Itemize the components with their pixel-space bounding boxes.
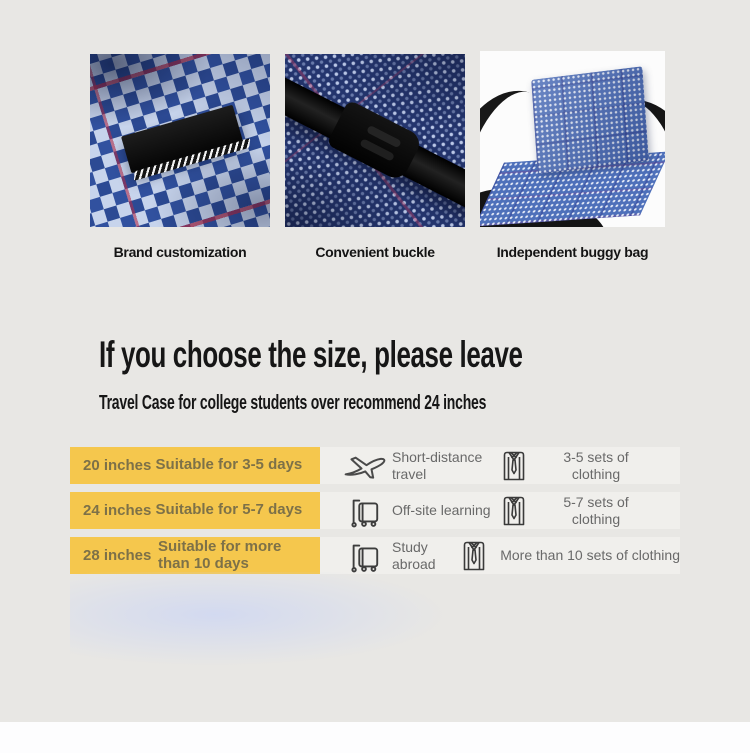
size-label: 20 inches bbox=[83, 457, 152, 474]
size-guide-table bbox=[70, 447, 680, 582]
clothing-label: 5-7 sets of clothing bbox=[563, 494, 629, 527]
table-row bbox=[70, 537, 680, 574]
airplane-icon bbox=[340, 449, 388, 483]
gallery-caption: Brand customization bbox=[113, 244, 247, 260]
gallery-caption: Convenient buckle bbox=[315, 244, 435, 260]
duration-label: Suitable for 5-7 days bbox=[155, 501, 303, 519]
size-highlight-cell bbox=[70, 447, 320, 484]
trolley-case-icon bbox=[340, 494, 388, 528]
size-label: 28 inches bbox=[83, 547, 152, 564]
trolley-case-icon bbox=[340, 539, 388, 573]
buggy-bag-photo bbox=[480, 51, 665, 227]
clothing-label: More than 10 sets of clothing bbox=[500, 547, 680, 564]
duration-label: Suitable for more than 10 days bbox=[158, 538, 282, 572]
usage-cell bbox=[320, 537, 680, 574]
shirt-icon bbox=[502, 495, 526, 527]
size-highlight-cell bbox=[70, 537, 320, 574]
duration-label: Suitable for 3-5 days bbox=[155, 456, 303, 474]
shirt-icon bbox=[462, 540, 486, 572]
clothing-label: 3-5 sets of clothing bbox=[563, 449, 629, 482]
page-subtitle: Travel Case for college students over recommend 24 inches bbox=[99, 392, 487, 414]
buckle-photo bbox=[285, 54, 465, 227]
table-row bbox=[70, 492, 680, 529]
size-label: 24 inches bbox=[83, 502, 152, 519]
footer-white-band bbox=[0, 722, 750, 753]
scenario-label: Off-site learning bbox=[392, 502, 491, 519]
page-title: If you choose the size, please leave bbox=[99, 334, 523, 375]
table-row bbox=[70, 447, 680, 484]
gallery-caption: Independent buggy bag bbox=[496, 244, 649, 260]
bag-back-panel bbox=[531, 66, 649, 174]
size-highlight-cell bbox=[70, 492, 320, 529]
shirt-icon bbox=[502, 450, 526, 482]
usage-cell bbox=[320, 492, 680, 529]
fabric-label-photo bbox=[90, 54, 270, 227]
blue-glow-decoration bbox=[70, 572, 450, 667]
scenario-label: Short-distance travel bbox=[392, 449, 483, 482]
scenario-label: Study abroad bbox=[392, 539, 436, 572]
usage-cell bbox=[320, 447, 680, 484]
